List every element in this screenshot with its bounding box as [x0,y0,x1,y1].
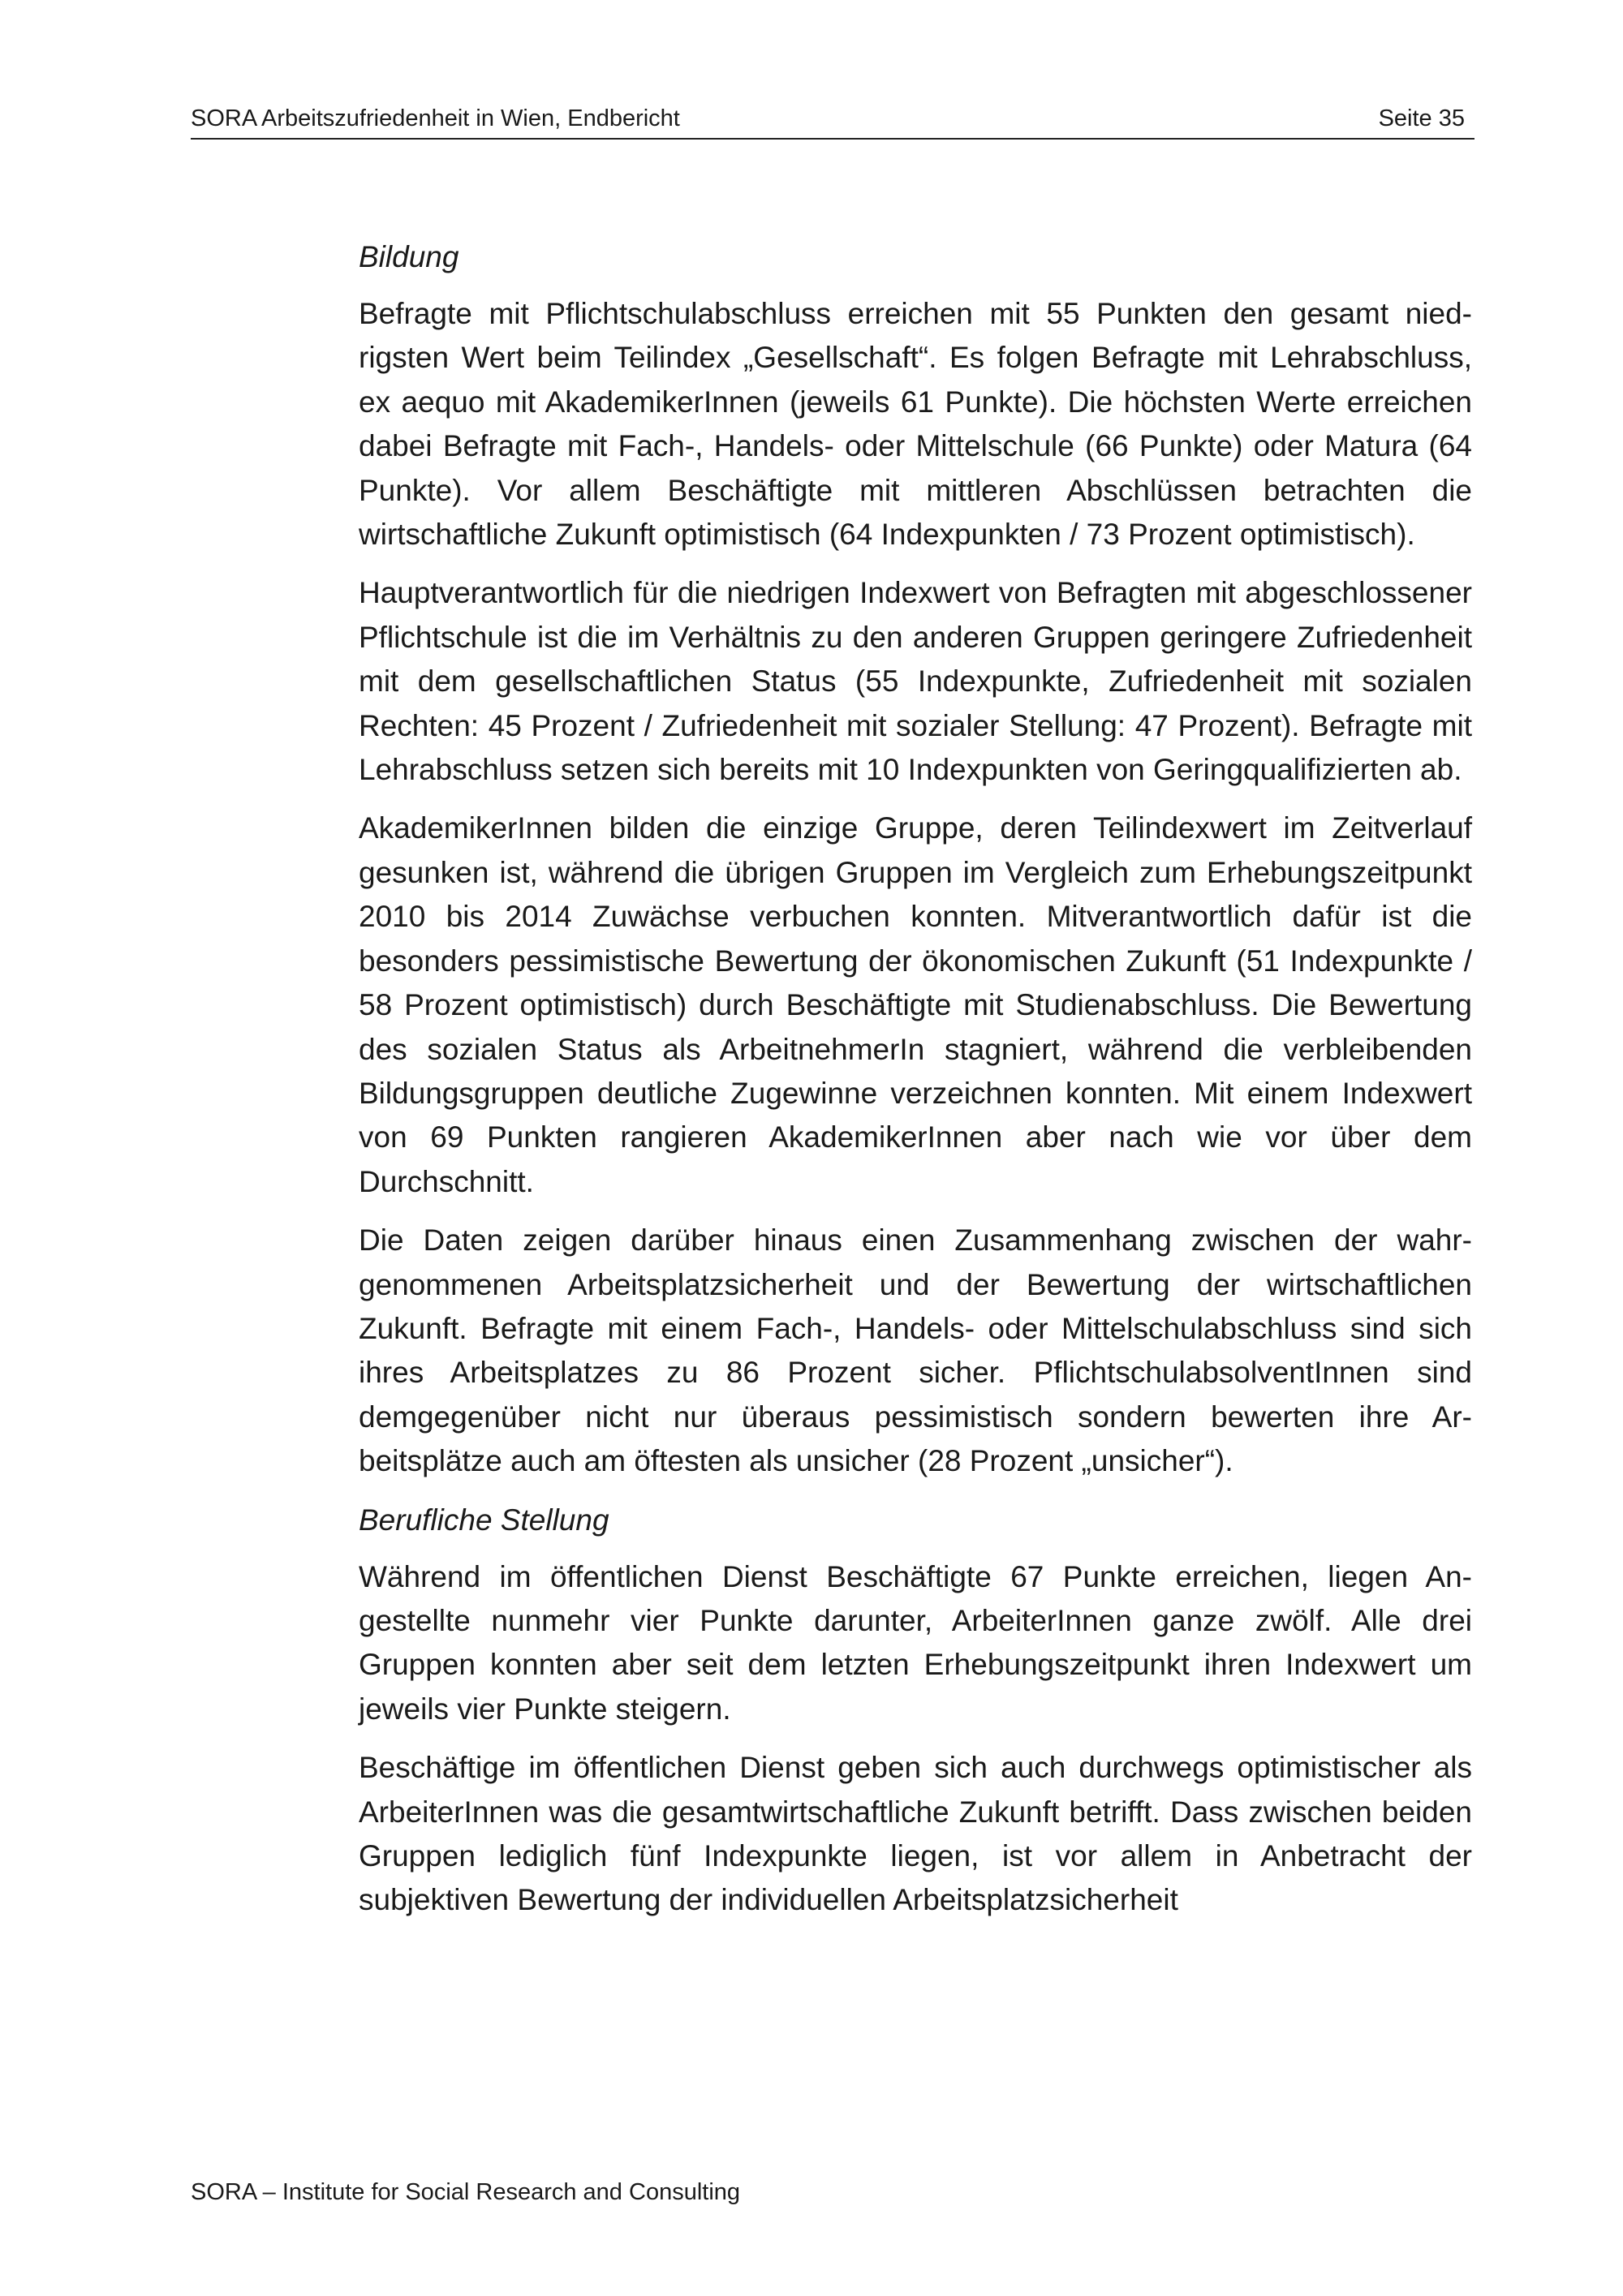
section-heading-bildung: Bildung [359,240,459,273]
page-footer: SORA – Institute for Social Research and Consulting [191,2179,741,2205]
paragraph: Hauptverantwortlich für die niedrigen Indexwert von Befragten mit abgeschlossener Pflichtschule ist die im Verhältnis zu den anderen Gruppen geringere Zufriedenheit mit dem gesellschaftlichen Status (55 Indexpunkte, Zufriedenheit mit sozialen Rechten: 45 Prozent / Zufriedenheit mit sozialer Stellung: 47 Prozent). Befragte mit Lehrabschluss setzen sich bereits mit 10 Indexpunkten von Geringqualifizierten ab. [359,576,1472,787]
header-title: SORA Arbeitszufriedenheit in Wien, Endbericht [191,105,680,131]
paragraph: Während im öffentlichen Dienst Beschäftigte 67 Punkte erreichen, liegen Angestellte nunmehr vier Punkte darunter, ArbeiterInnen ganze zwölf. Alle drei Gruppen konnten aber seit dem letzten Erhebungszeitpunkt ihren Indexwert um jeweils vier Punkte steigern. [359,1559,1472,1726]
section-heading-berufliche-stellung: Berufliche Stellung [359,1503,609,1537]
page-number: Seite 35 [1378,105,1465,131]
page-header [191,102,1474,140]
page-content [359,235,1472,1937]
paragraph: Beschäftige im öffentlichen Dienst geben sich auch durchwegs optimistischer als ArbeiterInnen was die gesamtwirtschaftliche Zukunft betrifft. Dass zwischen beiden Gruppen lediglich fünf Indexpunkte liegen, ist vor allem in Anbetracht der subjektiven Bewertung der individuellen Arbeitsplatzsicherheit [359,1751,1472,1917]
paragraph: AkademikerInnen bilden die einzige Gruppe, deren Teilindexwert im Zeitverlauf gesunken ist, während die übrigen Gruppen im Vergleich zum Erhebungszeitpunkt 2010 bis 2014 Zuwächse verbuchen konnten. Mitverantwortlich dafür ist die besonders pessimistische Bewertung der ökonomischen Zukunft (51 Indexpunkte / 58 Prozent optimistisch) durch Beschäftigte mit Studienabschluss. Die Bewertung des sozialen Status als ArbeitnehmerIn stagniert, während die verbleibenden Bildungsgruppen deutliche Zugewinne verzeichnen konnten. Mit einem Indexwert von 69 Punkten rangieren AkademikerInnen aber nach wie vor über dem Durchschnitt. [359,811,1472,1198]
paragraph: Die Daten zeigen darüber hinaus einen Zusammenhang zwischen der wahrgenommenen Arbeitsplatzsicherheit und der Bewertung der wirtschaftlichen Zukunft. Befragte mit einem Fach-, Handels- oder Mittelschulabschluss sind sich ihres Arbeitsplatzes zu 86 Prozent sicher. PflichtschulabsolventInnen sind demgegenüber nicht nur überaus pessimistisch sondern bewerten ihre Arbeitsplätze auch am öftesten als unsicher (28 Prozent „unsicher“). [359,1223,1472,1478]
paragraph: Befragte mit Pflichtschulabschluss erreichen mit 55 Punkten den gesamt niedrigsten Wert beim Teilindex „Gesellschaft“. Es folgen Befragte mit Lehrabschluss, ex aequo mit AkademikerInnen (jeweils 61 Punkte). Die höchsten Werte erreichen dabei Befragte mit Fach-, Handels- oder Mittelschule (66 Punkte) oder Matura (64 Punkte). Vor allem Beschäftigte mit mittleren Abschlüssen betrachten die wirtschaftliche Zukunft optimistisch (64 Indexpunkten / 73 Prozent optimistisch). [359,297,1472,552]
